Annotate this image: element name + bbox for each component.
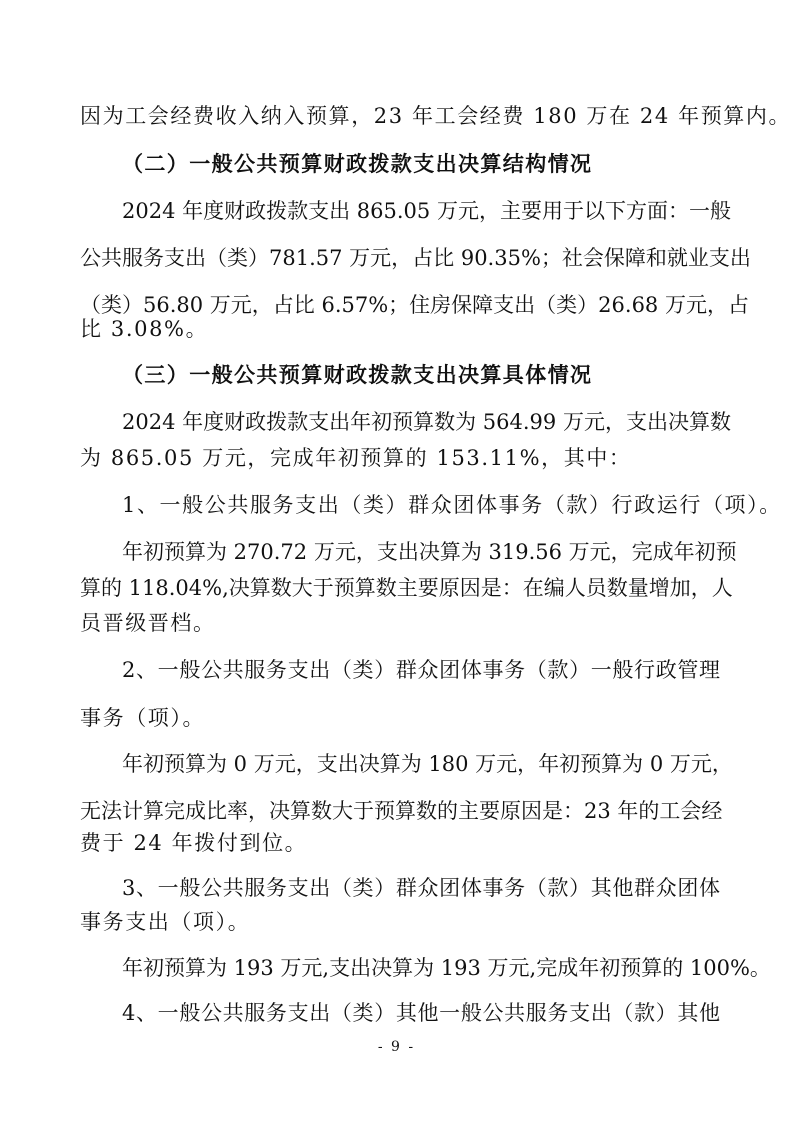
paragraph-line-9: 为 865.05 万元，完成年初预算的 153.11%，其中： [80, 446, 632, 470]
item-2-line-2: 无法计算完成比率，决算数大于预算数的主要原因是：23 年的工会经 [80, 799, 723, 823]
item-1-line-1: 年初预算为 270.72 万元，支出决算为 319.56 万元，完成年初预 [122, 540, 737, 564]
item-1-line-3: 员晋级晋档。 [80, 611, 216, 635]
item-1-line-2: 算的 118.04%,决算数大于预算数主要原因是：在编人员数量增加，人 [80, 576, 733, 600]
item-4-title-line-1: 4、一般公共服务支出（类）其他一般公共服务支出（款）其他 [122, 1001, 720, 1025]
item-3-title-line-1: 3、一般公共服务支出（类）群众团体事务（款）其他群众团体 [122, 876, 720, 900]
paragraph-line-3: 2024 年度财政拨款支出 865.05 万元，主要用于以下方面：一般 [122, 199, 731, 223]
page-number: - 9 - [377, 1039, 416, 1055]
item-2-title-line-1: 2、一般公共服务支出（类）群众团体事务（款）一般行政管理 [122, 658, 720, 682]
paragraph-line-1: 因为工会经费收入纳入预算，23 年工会经费 180 万在 24 年预算内。 [80, 104, 792, 128]
section-heading-2: （二）一般公共预算财政拨款支出决算结构情况 [122, 152, 593, 176]
item-2-line-1: 年初预算为 0 万元，支出决算为 180 万元，年初预算为 0 万元， [122, 752, 733, 776]
paragraph-line-4: 公共服务支出（类）781.57 万元，占比 90.35%；社会保障和就业支出 [80, 246, 751, 270]
item-3-line-1: 年初预算为 193 万元,支出决算为 193 万元,完成年初预算的 100%。 [122, 956, 771, 980]
paragraph-line-5: （类）56.80 万元，占比 6.57%；住房保障支出（类）26.68 万元，占 [80, 293, 749, 317]
item-3-title-line-2: 事务支出（项）。 [80, 910, 251, 934]
paragraph-line-6: 比 3.08%。 [80, 317, 209, 341]
item-2-line-3: 费于 24 年拨付到位。 [80, 831, 308, 855]
item-1-title: 1、一般公共服务支出（类）群众团体事务（款）行政运行（项）。 [122, 493, 782, 517]
section-heading-3: （三）一般公共预算财政拨款支出决算具体情况 [122, 363, 593, 387]
item-2-title-line-2: 事务（项）。 [80, 706, 206, 730]
paragraph-line-8: 2024 年度财政拨款支出年初预算数为 564.99 万元，支出决算数 [122, 410, 731, 434]
